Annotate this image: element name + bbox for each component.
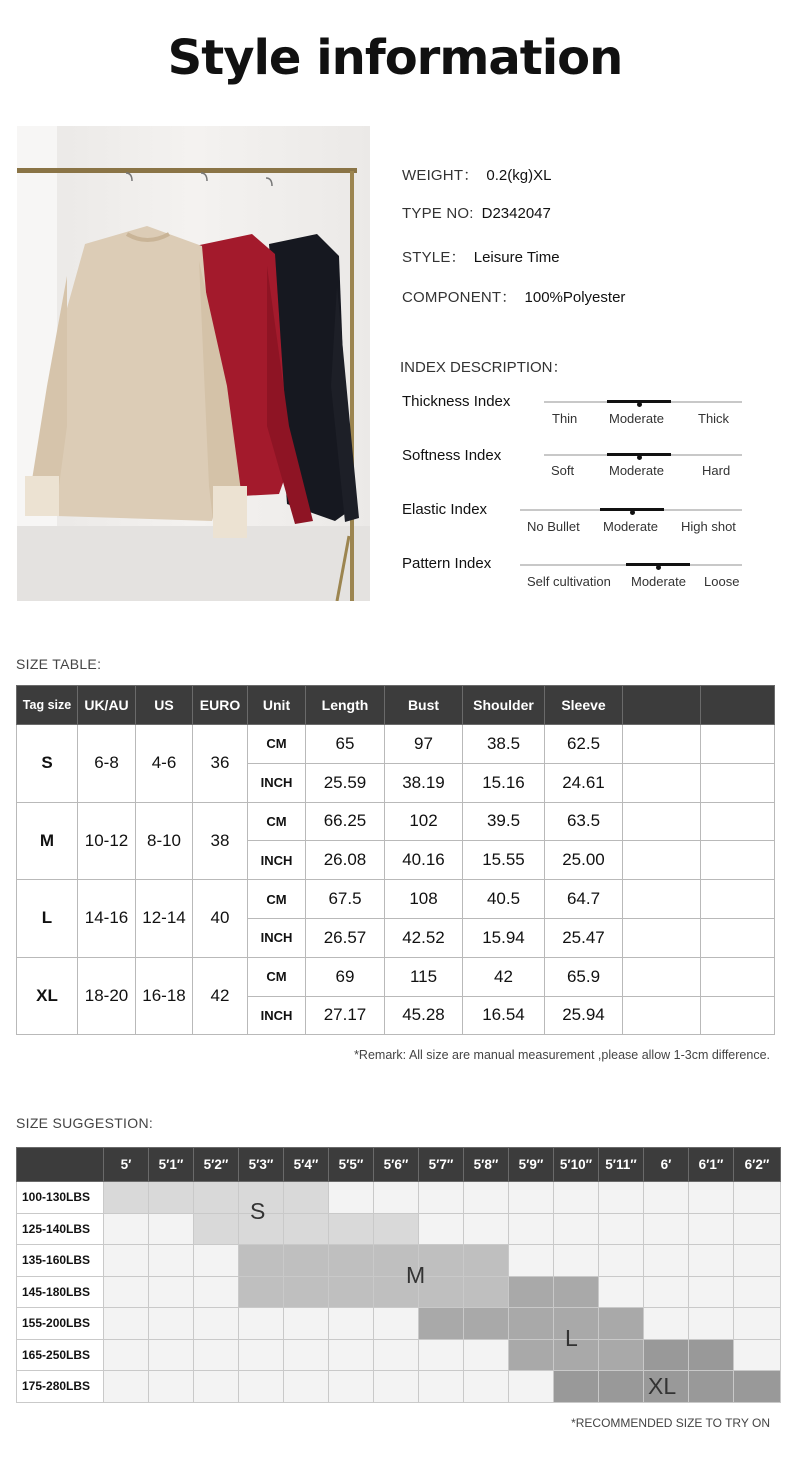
grid-cell-size-x [599,1371,644,1403]
sleeve-cell: 62.5 [545,725,623,764]
us-cell: 8-10 [136,802,193,880]
shoulder-cell: 15.55 [463,841,545,880]
grid-cell-size-m [419,1276,464,1308]
grid-cell [329,1371,374,1403]
grid-cell [509,1371,554,1403]
zone-label-xl: XL [648,1373,677,1399]
weight-label: 125-140LBS [17,1213,104,1245]
grid-cell [104,1245,149,1277]
bust-cell: 108 [385,880,463,919]
thickness-index-label: Thickness Index [402,393,511,410]
unit-cell: CM [248,957,306,996]
length-cell: 69 [306,957,385,996]
shoulder-cell: 38.5 [463,725,545,764]
unit-cell: CM [248,802,306,841]
grid-cell-size-m [419,1245,464,1277]
spec-style [402,246,560,267]
height-header: 5′11″ [599,1148,644,1182]
empty-cell [623,957,701,996]
length-cell: 65 [306,725,385,764]
uk-au-cell: 10-12 [78,802,136,880]
grid-cell-size-m [284,1276,329,1308]
softness-option: Moderate [609,463,664,478]
empty-cell [623,841,701,880]
length-cell: 67.5 [306,880,385,919]
height-header: 6′ [644,1148,689,1182]
col-header-shoulder: Shoulder [463,686,545,725]
spec-key: STYLE： [402,249,466,266]
grid-cell-size-l [509,1339,554,1371]
grid-cell [239,1308,284,1340]
grid-cell-size-m [329,1245,374,1277]
height-header: 5′6″ [374,1148,419,1182]
empty-cell [623,880,701,919]
grid-cell-size-m [239,1276,284,1308]
grid-cell [599,1213,644,1245]
grid-cell-size-l [509,1308,554,1340]
height-header-row [17,1148,781,1182]
height-header: 5′9″ [509,1148,554,1182]
sleeve-cell: 25.94 [545,996,623,1035]
zone-label-s: S [250,1198,266,1224]
grid-cell-size-x [734,1371,781,1403]
grid-cell [734,1339,781,1371]
pattern-index-label: Pattern Index [402,555,492,572]
col-header-euro: EURO [193,686,248,725]
grid-cell [149,1339,194,1371]
empty-cell [701,957,775,996]
spec-value: D2342047 [481,205,551,222]
grid-cell [329,1339,374,1371]
size-table-label: SIZE TABLE: [16,656,102,672]
grid-cell-size-m [329,1276,374,1308]
shoulder-cell: 15.94 [463,918,545,957]
empty-cell [701,918,775,957]
softness-option: Soft [551,463,575,478]
unit-cell: INCH [248,841,306,880]
grid-cell [464,1182,509,1214]
spec-value: Leisure Time [473,249,560,266]
uk-au-cell: 18-20 [78,957,136,1035]
grid-cell [104,1339,149,1371]
grid-cell-size-l [599,1308,644,1340]
size-remark: *Remark: All size are manual measurement ,please allow 1-3cm difference. [354,1048,770,1062]
col-header-unit: Unit [248,686,306,725]
spec-value: 0.2(kg)XL [486,167,552,184]
softness-index-dot [637,455,642,460]
col-header-empty [623,686,701,725]
weight-row [17,1213,781,1245]
grid-cell [374,1182,419,1214]
grid-cell [284,1371,329,1403]
grid-cell [464,1371,509,1403]
height-header: 5′2″ [194,1148,239,1182]
weight-row [17,1182,781,1214]
weight-label: 155-200LBS [17,1308,104,1340]
index-description-heading: INDEX DESCRIPTION： [400,359,568,376]
bust-cell: 45.28 [385,996,463,1035]
grid-cell [239,1371,284,1403]
unit-cell: INCH [248,918,306,957]
grid-cell [194,1371,239,1403]
bust-cell: 40.16 [385,841,463,880]
col-header-us: US [136,686,193,725]
grid-cell-size-s [374,1213,419,1245]
recommended-footnote: *RECOMMENDED SIZE TO TRY ON [571,1416,770,1430]
length-cell: 27.17 [306,996,385,1035]
length-cell: 66.25 [306,802,385,841]
grid-cell [509,1182,554,1214]
length-cell: 25.59 [306,763,385,802]
table-row [17,880,775,919]
grid-cell [419,1213,464,1245]
grid-cell-size-l [599,1339,644,1371]
us-cell: 16-18 [136,957,193,1035]
unit-cell: INCH [248,763,306,802]
spec-component [402,286,625,307]
height-header: 5′ [104,1148,149,1182]
grid-cell-size-x [644,1339,689,1371]
grid-cell [464,1213,509,1245]
euro-cell: 40 [193,880,248,958]
grid-cell [104,1371,149,1403]
empty-cell [701,996,775,1035]
weight-label: 100-130LBS [17,1182,104,1214]
grid-cell [194,1276,239,1308]
tag-size-cell: S [17,725,78,803]
weight-row [17,1276,781,1308]
bust-cell: 97 [385,725,463,764]
grid-cell [644,1276,689,1308]
height-header: 6′1″ [689,1148,734,1182]
grid-cell [509,1213,554,1245]
product-photo [17,126,370,601]
spec-weight [402,164,551,185]
grid-cell-size-s [284,1213,329,1245]
table-row [17,957,775,996]
table-row [17,802,775,841]
empty-cell [701,802,775,841]
elastic-option: No Bullet [527,519,580,534]
grid-cell [419,1182,464,1214]
softness-index-label: Softness Index [402,447,502,464]
tag-size-cell: L [17,880,78,958]
spec-type-no [402,205,551,222]
tag-size-cell: M [17,802,78,880]
weight-label: 165-250LBS [17,1339,104,1371]
grid-cell [374,1308,419,1340]
grid-cell-size-s [329,1213,374,1245]
grid-cell [194,1245,239,1277]
shoulder-cell: 40.5 [463,880,545,919]
grid-cell [599,1276,644,1308]
grid-cell [329,1308,374,1340]
empty-cell [701,880,775,919]
bust-cell: 102 [385,802,463,841]
shoulder-cell: 15.16 [463,763,545,802]
length-cell: 26.57 [306,918,385,957]
unit-cell: CM [248,880,306,919]
empty-cell [623,725,701,764]
spec-key: TYPE NO: [402,205,474,222]
shoulder-cell: 39.5 [463,802,545,841]
grid-cell [194,1308,239,1340]
grid-cell-size-s [194,1213,239,1245]
weight-row [17,1308,781,1340]
page-title: Style information [167,30,623,86]
grid-cell-size-s [284,1182,329,1214]
empty-cell [623,918,701,957]
col-header-tag-size: Tag size [17,686,78,725]
elastic-index-dot [630,510,635,515]
grid-cell-size-s [104,1182,149,1214]
grid-cell [734,1213,781,1245]
sleeve-cell: 25.47 [545,918,623,957]
sleeve-cell: 63.5 [545,802,623,841]
height-header: 5′5″ [329,1148,374,1182]
grid-cell [599,1182,644,1214]
col-header-uk-au: UK/AU [78,686,136,725]
grid-cell-size-l [419,1308,464,1340]
grid-cell-size-m [464,1276,509,1308]
sleeve-cell: 64.7 [545,880,623,919]
empty-cell [623,996,701,1035]
size-suggestion-label: SIZE SUGGESTION: [16,1115,154,1131]
bust-cell: 42.52 [385,918,463,957]
us-cell: 12-14 [136,880,193,958]
weight-row [17,1245,781,1277]
sleeve-cell: 24.61 [545,763,623,802]
grid-cell [419,1371,464,1403]
euro-cell: 42 [193,957,248,1035]
col-header-sleeve: Sleeve [545,686,623,725]
grid-cell [554,1245,599,1277]
grid-cell [284,1308,329,1340]
tag-size-cell: XL [17,957,78,1035]
grid-cell-size-s [194,1182,239,1214]
grid-cell [149,1276,194,1308]
grid-cell [239,1339,284,1371]
grid-cell-size-x [689,1371,734,1403]
height-header: 6′2″ [734,1148,781,1182]
thickness-option: Thick [698,411,730,426]
grid-cell [509,1245,554,1277]
thickness-index-dot [637,402,642,407]
height-header: 5′4″ [284,1148,329,1182]
height-header: 5′3″ [239,1148,284,1182]
height-header: 5′7″ [419,1148,464,1182]
grid-cell [554,1182,599,1214]
grid-cell [734,1308,781,1340]
grid-cell [149,1213,194,1245]
empty-cell [623,802,701,841]
grid-cell [734,1245,781,1277]
grid-cell [599,1245,644,1277]
grid-cell [689,1213,734,1245]
grid-cell [689,1308,734,1340]
pattern-option: Moderate [631,574,686,589]
sleeve-cell: 65.9 [545,957,623,996]
grid-cell-size-m [464,1245,509,1277]
bust-cell: 115 [385,957,463,996]
uk-au-cell: 14-16 [78,880,136,958]
height-header: 5′10″ [554,1148,599,1182]
shoulder-cell: 42 [463,957,545,996]
empty-cell [701,725,775,764]
grid-cell-size-s [149,1182,194,1214]
col-header-empty [701,686,775,725]
weight-label: 145-180LBS [17,1276,104,1308]
softness-option: Hard [702,463,731,478]
spec-key: WEIGHT： [402,167,479,184]
thickness-option: Thin [552,411,578,426]
empty-cell [701,841,775,880]
grid-cell [104,1308,149,1340]
grid-cell [644,1213,689,1245]
spec-value: 100%Polyester [524,289,626,306]
grid-cell [734,1276,781,1308]
grid-cell [104,1276,149,1308]
size-table [16,685,775,1035]
grid-cell [689,1182,734,1214]
grid-cell [374,1371,419,1403]
size-suggestion-grid [16,1147,781,1403]
length-cell: 26.08 [306,841,385,880]
grid-cell [419,1339,464,1371]
sleeve-cell: 25.00 [545,841,623,880]
elastic-option: High shot [681,519,736,534]
col-header-bust: Bust [385,686,463,725]
unit-cell: INCH [248,996,306,1035]
grid-cell [644,1245,689,1277]
table-row [17,725,775,764]
grid-cell [644,1308,689,1340]
pattern-option: Loose [704,574,740,589]
weight-label: 175-280LBS [17,1371,104,1403]
corner-cell [17,1148,104,1182]
uk-au-cell: 6-8 [78,725,136,803]
weight-row [17,1339,781,1371]
height-header: 5′1″ [149,1148,194,1182]
grid-cell-size-x [554,1371,599,1403]
grid-cell [374,1339,419,1371]
zone-label-l: L [565,1325,578,1351]
euro-cell: 36 [193,725,248,803]
height-header: 5′8″ [464,1148,509,1182]
euro-cell: 38 [193,802,248,880]
weight-label: 135-160LBS [17,1245,104,1277]
pattern-index-dot [656,565,661,570]
grid-cell [464,1339,509,1371]
grid-cell [689,1245,734,1277]
elastic-option: Moderate [603,519,658,534]
grid-cell [194,1339,239,1371]
grid-cell-size-l [554,1276,599,1308]
bust-cell: 38.19 [385,763,463,802]
elastic-index-label: Elastic Index [402,501,488,518]
spec-key: COMPONENT： [402,289,517,306]
grid-cell-size-l [509,1276,554,1308]
grid-cell [554,1213,599,1245]
grid-cell [149,1371,194,1403]
grid-cell [104,1213,149,1245]
grid-cell [734,1182,781,1214]
empty-cell [701,763,775,802]
thickness-option: Moderate [609,411,664,426]
grid-cell [149,1308,194,1340]
empty-cell [623,763,701,802]
grid-cell-size-m [239,1245,284,1277]
grid-cell [644,1182,689,1214]
grid-cell [689,1276,734,1308]
zone-label-m: M [406,1262,426,1288]
size-table-header-row [17,686,775,725]
grid-cell-size-l [464,1308,509,1340]
col-header-length: Length [306,686,385,725]
pattern-option: Self cultivation [527,574,611,589]
us-cell: 4-6 [136,725,193,803]
grid-cell [149,1245,194,1277]
grid-cell-size-m [284,1245,329,1277]
grid-cell [284,1339,329,1371]
unit-cell: CM [248,725,306,764]
grid-cell-size-x [689,1339,734,1371]
shoulder-cell: 16.54 [463,996,545,1035]
grid-cell [329,1182,374,1214]
